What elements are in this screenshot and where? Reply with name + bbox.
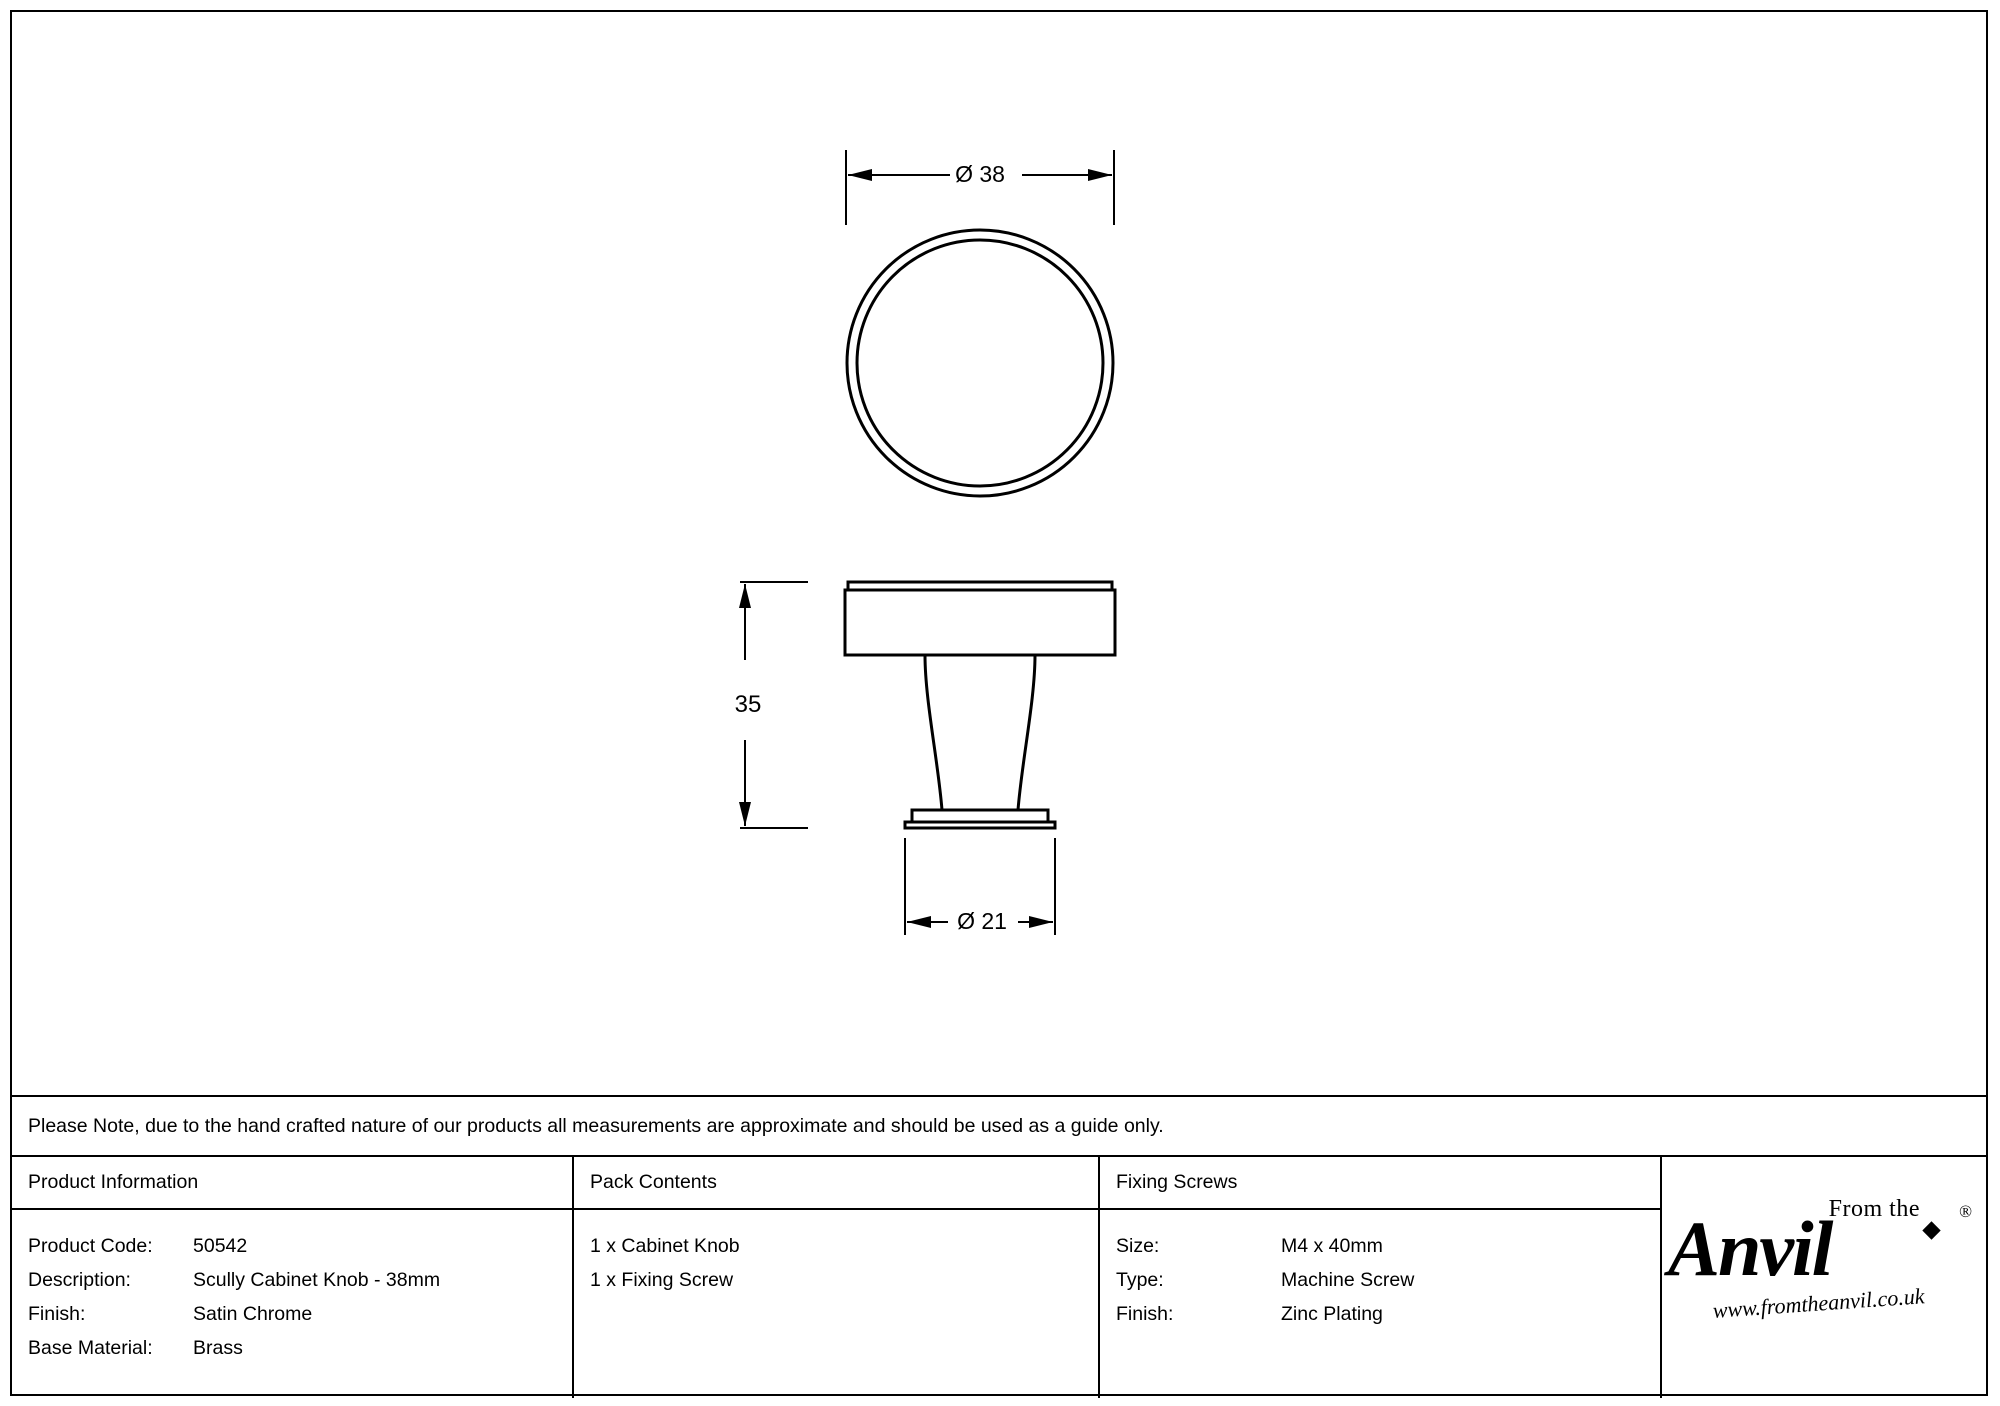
screw-size-row xyxy=(1116,1229,1383,1263)
product-code-label: Product Code: xyxy=(28,1235,153,1257)
column-divider-1 xyxy=(572,1157,574,1398)
screw-type-value: Machine Screw xyxy=(1281,1269,1415,1291)
screw-type-row xyxy=(1116,1263,1414,1297)
logo-website-url: www.fromtheanvil.co.uk xyxy=(1712,1283,1926,1323)
screw-size-label: Size: xyxy=(1116,1235,1160,1257)
pack-contents-item: 1 x Fixing Screw xyxy=(590,1269,734,1291)
pack-contents-item: 1 x Cabinet Knob xyxy=(590,1235,740,1257)
product-code-value: 50542 xyxy=(193,1235,248,1257)
logo-anvil-text: Anvil xyxy=(1668,1205,1832,1292)
screw-size-value: M4 x 40mm xyxy=(1281,1235,1383,1257)
brand-logo xyxy=(1660,1180,1980,1380)
finish-label: Finish: xyxy=(28,1303,86,1325)
screw-finish-value: Zinc Plating xyxy=(1281,1303,1383,1325)
please-note-row xyxy=(10,1095,1988,1155)
logo-from-the-text: From the xyxy=(1828,1196,1920,1222)
screw-type-label: Type: xyxy=(1116,1269,1164,1291)
heading-underline-2 xyxy=(572,1208,1098,1210)
dimension-label-diameter-38: Ø 38 xyxy=(955,161,1005,187)
description-value: Scully Cabinet Knob - 38mm xyxy=(193,1269,441,1291)
dimension-label-height-35: 35 xyxy=(734,691,762,718)
finish-row xyxy=(28,1297,312,1331)
dimension-label-diameter-21: Ø 21 xyxy=(957,908,1007,934)
plan-view-circle xyxy=(847,230,1113,496)
column-divider-2 xyxy=(1098,1157,1100,1398)
heading-pack-contents: Pack Contents xyxy=(590,1171,717,1193)
registered-trademark-icon: ® xyxy=(1959,1202,1972,1221)
heading-underline-1 xyxy=(10,1208,572,1210)
finish-value: Satin Chrome xyxy=(193,1303,313,1325)
description-label: Description: xyxy=(28,1269,131,1291)
diamond-icon xyxy=(1922,1221,1940,1239)
pack-contents-list xyxy=(590,1229,740,1297)
description-row xyxy=(28,1263,440,1297)
screw-finish-label: Finish: xyxy=(1116,1303,1174,1325)
product-code-row xyxy=(28,1229,247,1263)
base-material-row xyxy=(28,1331,243,1365)
elevation-view-knob xyxy=(845,582,1115,828)
heading-underline-3 xyxy=(1098,1208,1660,1210)
screw-finish-row xyxy=(1116,1297,1383,1331)
base-material-value: Brass xyxy=(193,1337,243,1359)
base-material-label: Base Material: xyxy=(28,1337,153,1359)
heading-fixing-screws: Fixing Screws xyxy=(1116,1171,1238,1193)
heading-product-information: Product Information xyxy=(28,1171,199,1193)
please-note-text: Please Note, due to the hand crafted nature of our products all measurements are approximate and should be used as a guide only. xyxy=(28,1115,1164,1137)
